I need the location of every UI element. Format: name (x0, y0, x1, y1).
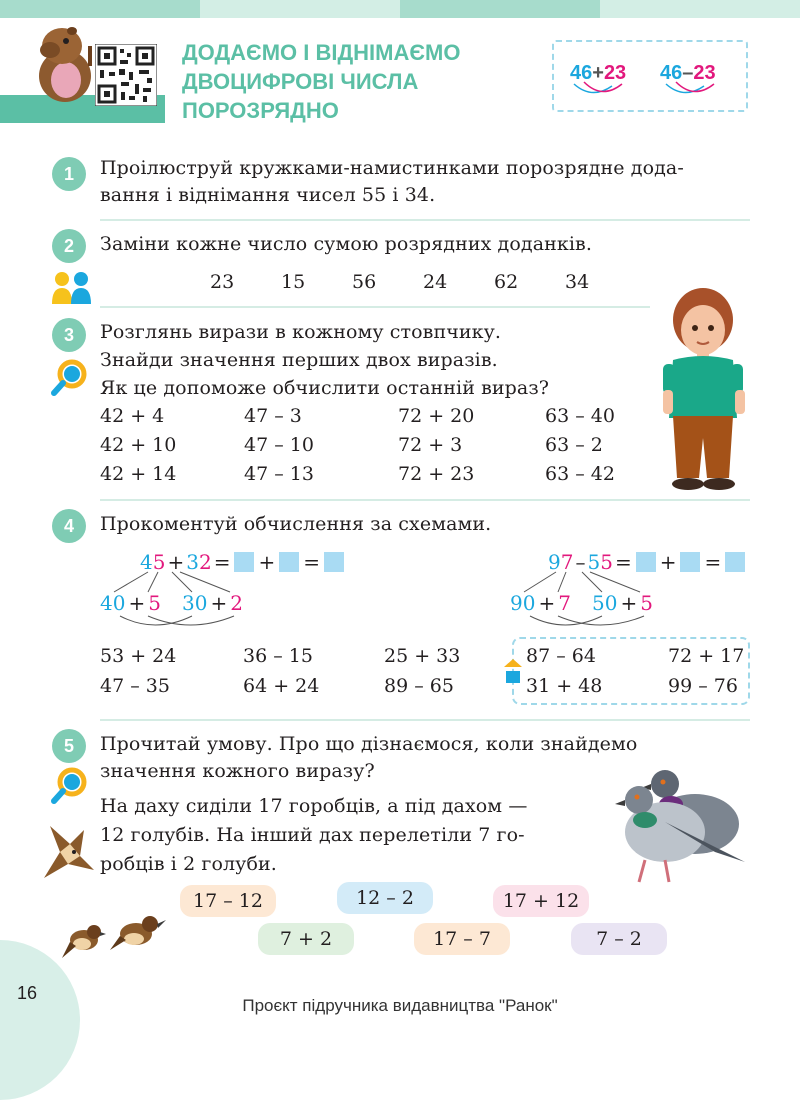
number-item: 24 (423, 271, 448, 293)
task-1-number: 1 (52, 157, 86, 191)
expression: 47 – 10 (244, 434, 314, 456)
scheme-addition: 45 + 32 = + = (140, 550, 346, 574)
separator (100, 219, 750, 221)
scheme-subtraction-arrows (510, 570, 660, 632)
expression: 72 + 23 (398, 463, 475, 485)
scheme-subtraction-part-2: 50 + 5 (592, 591, 653, 615)
answer-box[interactable] (725, 552, 745, 572)
expression: 53 + 24 (100, 645, 177, 667)
page-title: ДОДАЄМО І ВІДНІМАЄМО ДВОЦИФРОВІ ЧИСЛА ПОРОЗРЯДНО (182, 40, 461, 123)
footer-note: Проєкт підручника видавництва "Ранок" (242, 996, 558, 1015)
number-item: 62 (494, 271, 519, 293)
expression: 64 + 24 (243, 675, 320, 697)
expression: 87 – 64 (526, 645, 596, 667)
separator (100, 719, 750, 721)
level-up-icon (503, 659, 523, 685)
top-band-4 (600, 0, 800, 18)
task-4-number: 4 (52, 509, 86, 543)
expression: 72 + 20 (398, 405, 475, 427)
number-item: 34 (565, 271, 590, 293)
capybara-mascot-icon (30, 24, 100, 104)
task-3-number: 3 (52, 318, 86, 352)
expression: 47 – 3 (244, 405, 302, 427)
expression-pill[interactable]: 17 – 12 (180, 885, 276, 917)
task-5-number: 5 (52, 729, 86, 763)
badge-add: 46+23 (570, 62, 627, 84)
separator (100, 499, 750, 501)
page-corner (0, 940, 80, 1100)
task-5-question: Прочитай умову. Про що дізнаємося, коли знайдемо значення кожного виразу? (100, 733, 638, 782)
top-band-1 (0, 0, 200, 18)
separator (100, 306, 650, 308)
expression: 42 + 4 (100, 405, 165, 427)
expression: 47 – 35 (100, 675, 170, 697)
magnifier-icon (50, 766, 90, 806)
pigeons-illustration (605, 762, 755, 886)
badge-arrows (560, 80, 740, 102)
answer-box[interactable] (234, 552, 254, 572)
expression: 63 – 42 (545, 463, 615, 485)
task-2-number: 2 (52, 229, 86, 263)
expression-pill[interactable]: 17 – 7 (414, 923, 510, 955)
expression: 36 – 15 (243, 645, 313, 667)
sparrow-illustration (40, 822, 96, 880)
task-2-text: Заміни кожне число сумою розрядних доданків. (100, 233, 592, 255)
qr-code-icon[interactable] (95, 44, 157, 106)
expression-pill[interactable]: 7 – 2 (571, 923, 667, 955)
expression: 47 – 13 (244, 463, 314, 485)
answer-box[interactable] (279, 552, 299, 572)
task-5-story: На даху сиділи 17 горобців, а під дахом — 12 голубів. На інший дах перелетіли 7 го- робців і 2 голуби. (100, 795, 528, 875)
answer-box[interactable] (680, 552, 700, 572)
number-item: 56 (352, 271, 377, 293)
number-item: 15 (281, 271, 306, 293)
boy-illustration (655, 278, 755, 493)
expression: 42 + 14 (100, 463, 177, 485)
number-item: 23 (210, 271, 235, 293)
task-1-text: Проілюструй кружками-намистинками порозрядне дода- вання і віднімання чисел 55 і 34. (100, 157, 684, 206)
scheme-addition-part-2: 30 + 2 (182, 591, 243, 615)
expression: 31 + 48 (526, 675, 603, 697)
scheme-subtraction-part-1: 90 + 7 (510, 591, 571, 615)
answer-box[interactable] (324, 552, 344, 572)
expression: 72 + 17 (668, 645, 745, 667)
pair-work-icon (50, 270, 94, 306)
scheme-addition-arrows (100, 570, 250, 632)
expression: 63 – 2 (545, 434, 603, 456)
page-number: 16 (17, 983, 38, 1003)
badge-sub: 46–23 (660, 62, 716, 84)
expression-pill[interactable]: 17 + 12 (493, 885, 589, 917)
task-3-text: Розглянь вирази в кожному стовпчику. Знайди значення перших двох виразів. Як це допоможе обчислити останній вираз? (100, 321, 550, 399)
top-band-2 (200, 0, 400, 18)
answer-box[interactable] (636, 552, 656, 572)
top-band-3 (400, 0, 600, 18)
expression: 63 – 40 (545, 405, 615, 427)
expression: 25 + 33 (384, 645, 461, 667)
expression: 42 + 10 (100, 434, 177, 456)
expression: 99 – 76 (668, 675, 738, 697)
task-4-text: Прокоментуй обчислення за схемами. (100, 513, 492, 535)
expression: 89 – 65 (384, 675, 454, 697)
expression-pill[interactable]: 12 – 2 (337, 882, 433, 914)
scheme-addition-part-1: 40 + 5 (100, 591, 161, 615)
sparrows-illustration (62, 906, 170, 962)
expression-pill[interactable]: 7 + 2 (258, 923, 354, 955)
expression: 72 + 3 (398, 434, 463, 456)
scheme-subtraction: 97 – 55 = + = (548, 550, 747, 574)
magnifier-icon (50, 358, 90, 398)
